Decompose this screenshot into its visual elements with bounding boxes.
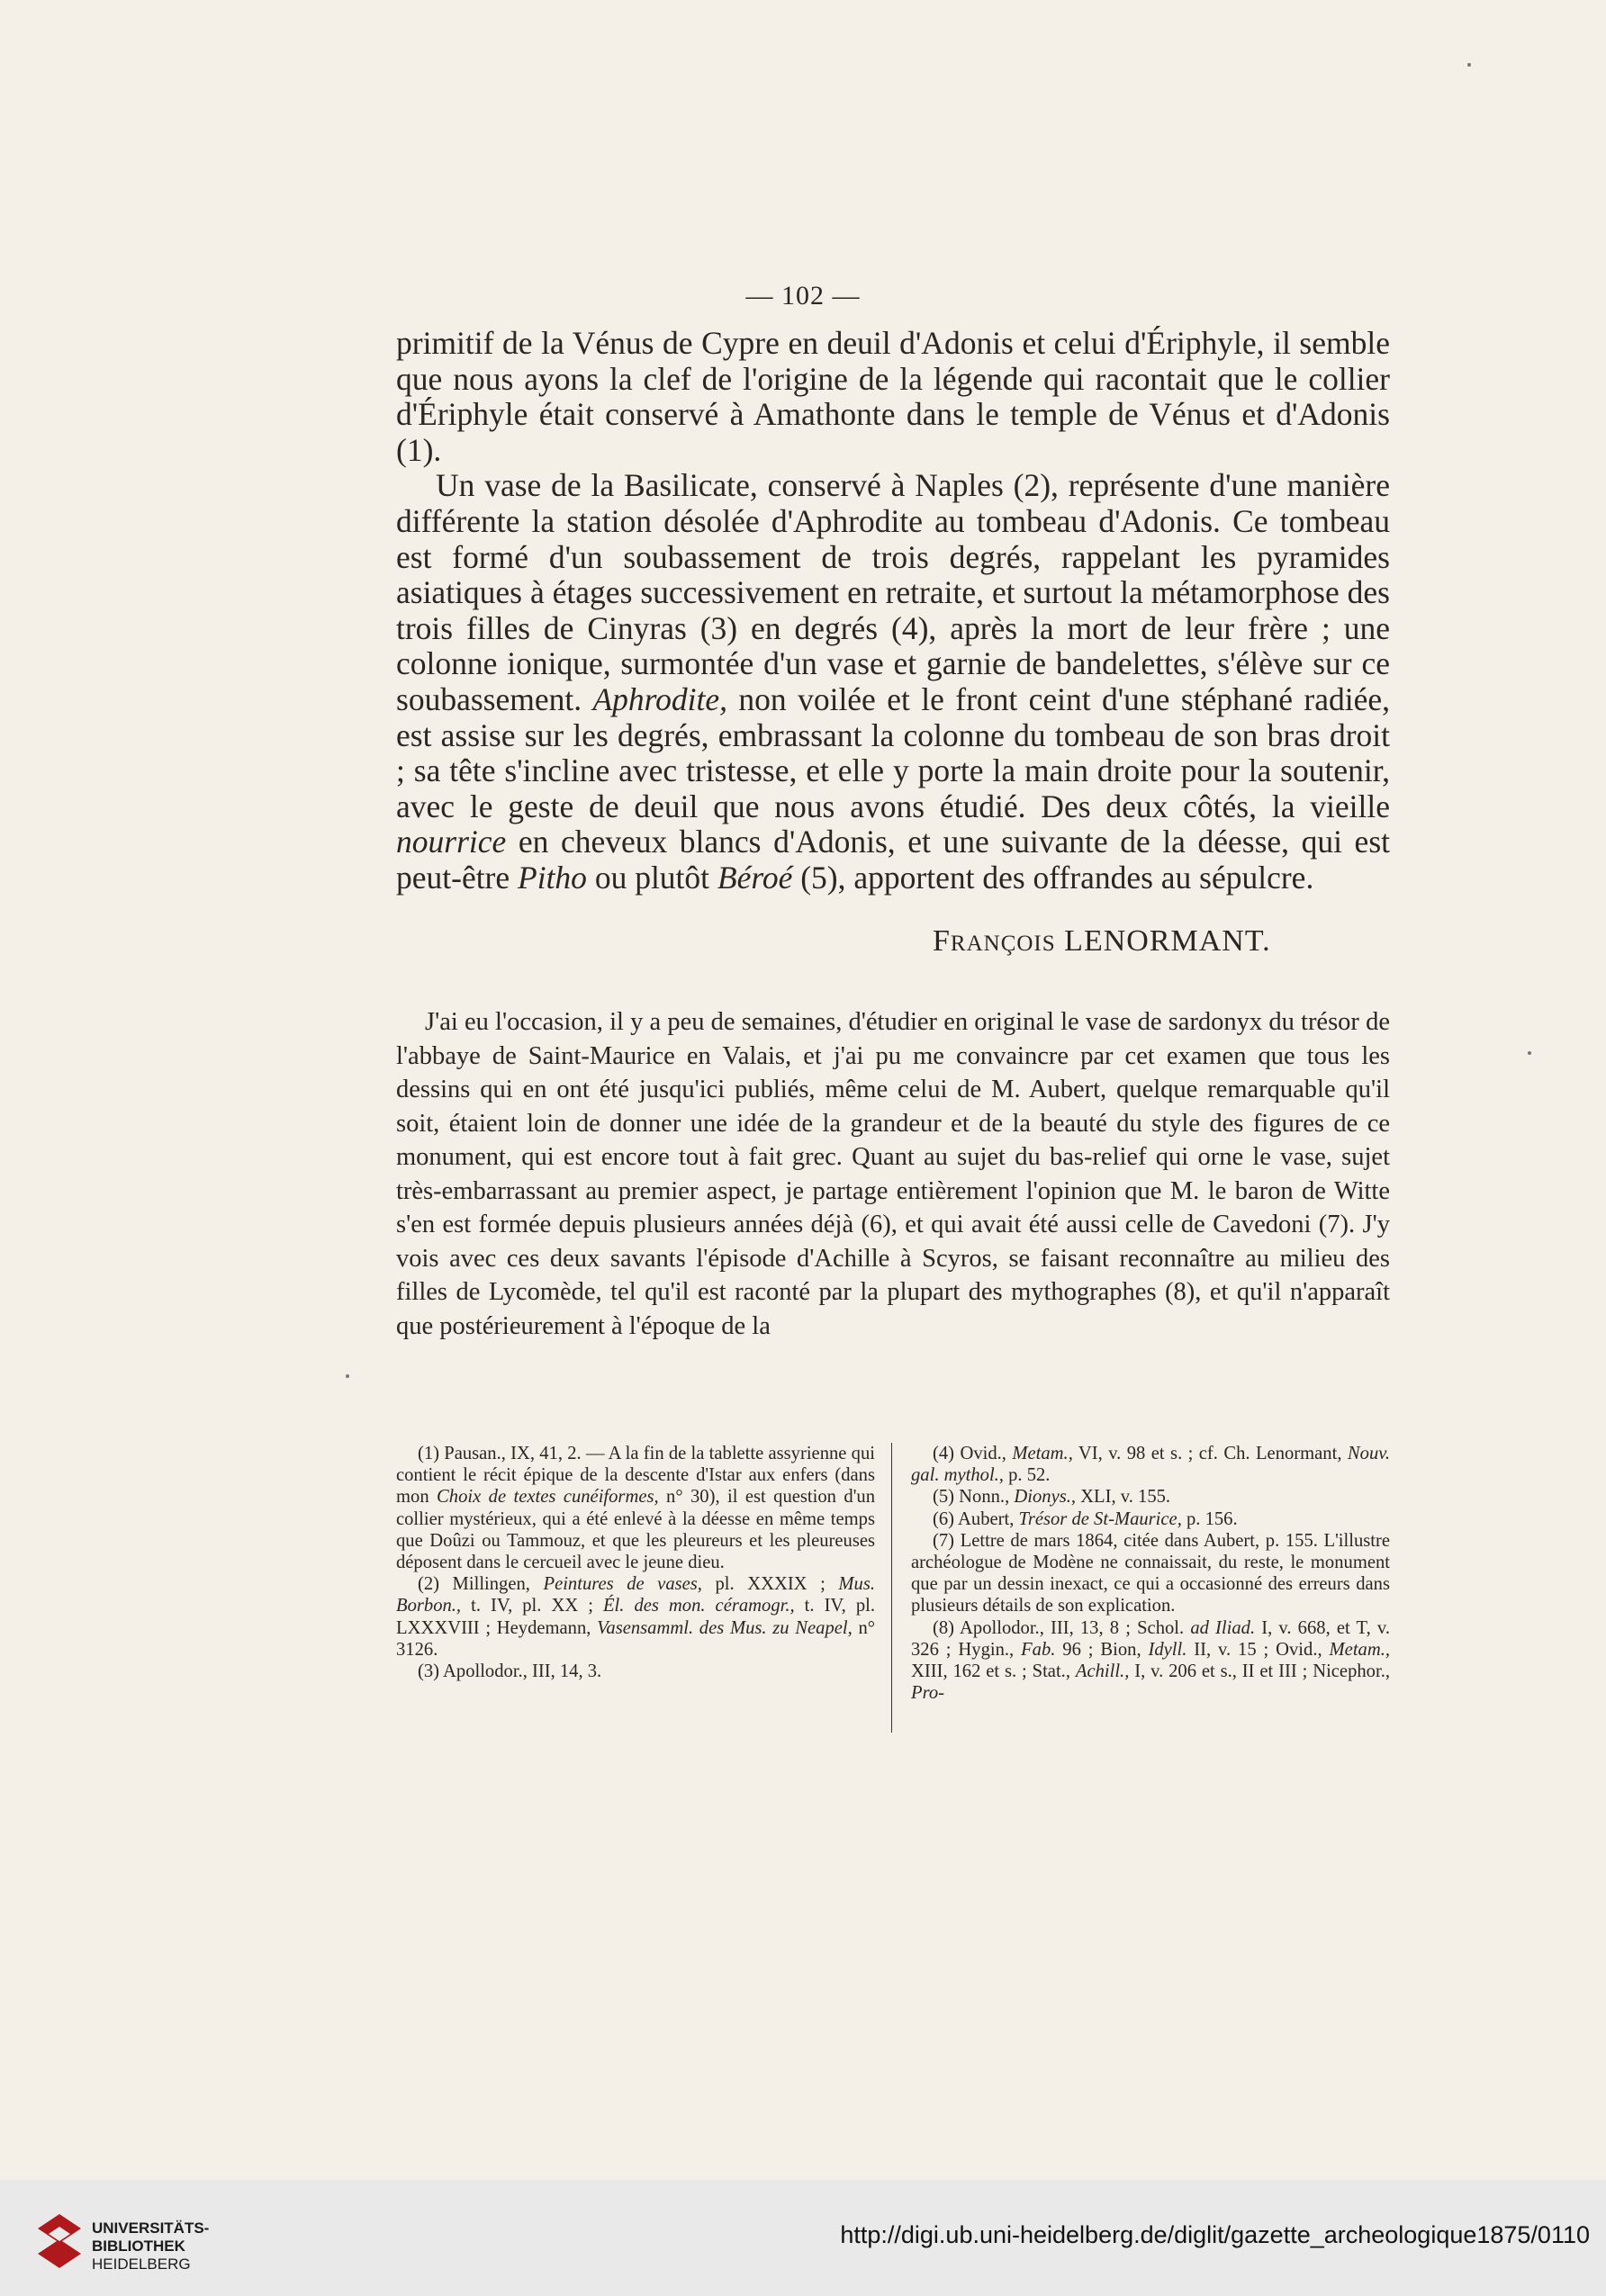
footnotes-right-column [911,1443,1390,1704]
speck [1528,1051,1531,1055]
main-text [396,326,1390,896]
paragraph-1: primitif de la Vénus de Cypre en deuil d'Adonis et celui d'Ériphyle, il semble que nous ayons la clef de l'origine de la légende qui racontait que le collier d'Ériphyle était conservé à Amathonte dans le temple de Vénus et d'Adonis (1). [396,325,1390,468]
footnote-3: (3) Apollodor., III, 14, 3. [418,1661,602,1682]
author-signature: FRANÇOIS LENORMANT. [933,924,1271,958]
footnotes [396,1443,1390,1704]
page-number: — 102 — [745,281,861,311]
footnote-5: (5) Nonn., Dionys., XLI, v. 155. [933,1487,1171,1508]
library-name: UNIVERSITÄTS- BIBLIOTHEK HEIDELBERG [92,2219,210,2273]
column-divider [891,1443,892,1733]
second-article [396,1005,1390,1343]
footnote-7: (7) Lettre de mars 1864, citée dans Aubert, p. 155. L'illustre archéologue de Modène ne connaissait, du reste, le monument que par un dessin inexact, ce qui a occasionné des erreurs dans plusieurs détails de son explication. [911,1530,1390,1616]
paragraph-3: J'ai eu l'occasion, il y a peu de semaines, d'étudier en original le vase de sardonyx du trésor de l'abbaye de Saint-Maurice en Valais, et j'ai pu me convaincre par cet examen que tous les dessins qui en ont été jusqu'ici publiés, même celui de M. Aubert, quelque remarquable qu'il soit, étaient loin de donner une idée de la grandeur et de la beauté du style des figures de ce monument, qui est encore tout à fait grec. Quant au sujet du bas-relief qui orne le vase, sujet très-embarrassant au premier aspect, je partage entièrement l'opinion que M. le baron de Witte s'en est formée depuis plusieurs années déjà (6), et qui avait été aussi celle de Cavedoni (7). J'y vois avec ces deux savants l'épisode d'Achille à Scyros, se faisant reconnaître au milieu des filles de Lycomède, tel qu'il est raconté par la plupart des mythographes (8), et qu'il n'apparaît que postérieurement à l'époque de la [396,1008,1390,1340]
speck [1467,63,1471,67]
footnote-8: (8) Apollodor., III, 13, 8 ; Schol. ad Iliad. I, v. 668, et T, v. 326 ; Hygin., Fab. 96 ; Bion, Idyll. II, v. 15 ; Ovid., Metam., XIII, 162 et s. ; Stat., Achill., I, v. 206 et s., II et III ; Nicephor., Pro- [911,1617,1391,1704]
speck [346,1374,349,1378]
footnote-2: (2) Millingen, Peintures de vases, pl. XXXIX ; Mus. Borbon., t. IV, pl. XX ; Él. des mon. céramogr., t. IV, pl. LXXXVIII ; Heydemann, Vasensamml. des Mus. zu Neapel, n° 3126. [396,1574,875,1660]
source-url[interactable]: http://digi.ub.uni-heidelberg.de/diglit/gazette_archeologique1875/0110 [840,2221,1590,2248]
footnotes-left-column [396,1443,875,1704]
footnote-1: (1) Pausan., IX, 41, 2. — A la fin de la tablette assyrienne qui contient le récit épique de la descente d'Istar aux enfers (dans mon Choix de textes cunéiformes, n° 30), il est question d'un collier mystérieux, qui a été enlevé à la déesse en même temps que Doûzi ou Tammouz, et que les pleureurs et les pleureuses déposent dans le cercueil avec le jeune dieu. [396,1444,875,1573]
university-library-logo-icon [36,2212,83,2270]
footnote-6: (6) Aubert, Trésor de St-Maurice, p. 156. [933,1508,1238,1529]
footnote-4: (4) Ovid., Metam., VI, v. 98 et s. ; cf. Ch. Lenormant, Nouv. gal. mythol., p. 52. [911,1444,1391,1486]
paragraph-2: Un vase de la Basilicate, conservé à Naples (2), représente d'une manière différente la station désolée d'Aphrodite au tombeau d'Adonis. Ce tombeau est formé d'un soubassement de trois degrés, rappelant les pyramides asiatiques à étages successivement en retraite, et surtout la métamorphose des trois filles de Cinyras (3) en degrés (4), après la mort de leur frère ; une colonne ionique, surmontée d'un vase et garnie de bandelettes, s'élève sur ce soubassement. Aphrodite, non voilée et le front ceint d'une stéphané radiée, est assise sur les degrés, embrassant la colonne du tombeau de son bras droit ; sa tête s'incline avec tristesse, et elle y porte la main droite pour la soutenir, avec le geste de deuil que nous avons étudié. Des deux côtés, la vieille nourrice en cheveux blancs d'Adonis, et une suivante de la déesse, qui est peut-être Pitho ou plutôt Béroé (5), apportent des offrandes au sépulcre. [396,467,1391,896]
